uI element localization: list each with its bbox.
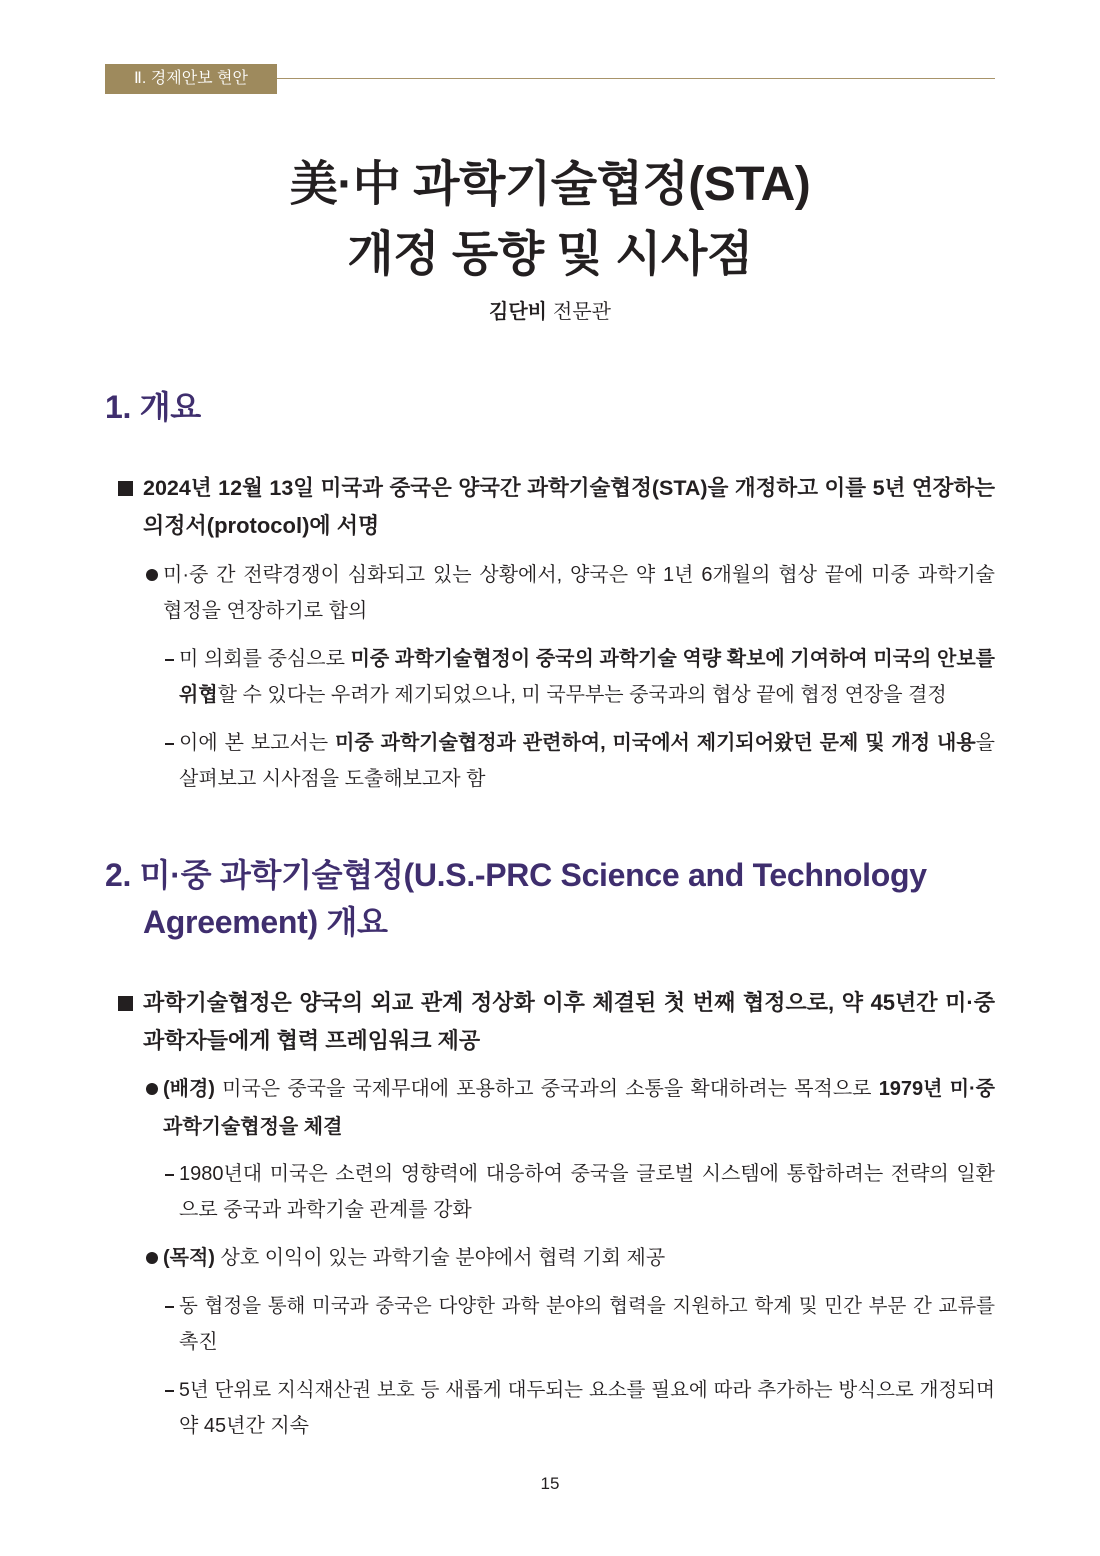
dash-bullet-icon [165, 1306, 174, 1308]
header-rule [277, 78, 995, 79]
section-2-heading-line-2: Agreement) 개요 [143, 904, 388, 940]
detail-text: 이에 본 보고서는 [179, 732, 336, 754]
bullet-text: 미국은 중국을 국제무대에 포용하고 중국과의 소통을 확대하려는 목적으로 [214, 1078, 879, 1100]
dash-bullet-icon [165, 1390, 174, 1392]
section-tag [105, 64, 277, 94]
detail-text: 미 의회를 중심으로 [179, 648, 351, 670]
circle-bullet-icon [146, 569, 158, 581]
emphasis-text: 과학기술협정을 체결 [163, 1116, 343, 1138]
circle-bullet-icon [146, 1252, 158, 1264]
title-line-2: 개정 동향 및 시사점 [347, 228, 753, 281]
title-line-1: 美·中 과학기술협정(STA) [289, 158, 811, 211]
section-2-bullet-1-detail-1-line-2 [179, 1192, 995, 1228]
section-2-point-line-1: 과학기술협정은 양국의 외교 관계 정상화 이후 체결된 첫 번째 협정으로, 약 45년간 미·중 [143, 990, 995, 1015]
section-2-bullet-2-detail-2-line-1 [179, 1372, 995, 1408]
section-2-bullet-2-detail-2-line-2 [179, 1408, 995, 1444]
detail-text: 1980년대 미국은 소련의 영향력에 대응하여 중국을 글로벌 시스템에 통합하려는 전략의 일환 [179, 1163, 995, 1185]
section-1-point-line-1: 2024년 12월 13일 미국과 중국은 양국간 과학기술협정(STA)을 개정하고 이를 5년 연장하는 [143, 476, 995, 500]
detail-text: 5년 단위로 지식재산권 보호 등 새롭게 대두되는 요소를 필요에 따라 추가하는 방식으로 개정되며 [179, 1379, 995, 1401]
detail-text: 을 [975, 732, 995, 754]
author-name: 김단비 [489, 301, 547, 323]
bullet-text: 상호 이익이 있는 과학기술 분야에서 협력 기회 제공 [214, 1247, 666, 1269]
section-1-detail-2-line-2 [179, 761, 995, 797]
author-line [200, 297, 900, 327]
section-2-heading-line-1: 2. 미·중 과학기술협정(U.S.-PRC Science and Technology [105, 857, 927, 893]
section-1-bullet-line-2: 협정을 연장하기로 합의 [163, 600, 368, 622]
detail-text: 약 45년간 지속 [179, 1415, 309, 1437]
author-role: 전문관 [553, 301, 611, 323]
emphasis-text: 1979년 미·중 [878, 1078, 995, 1100]
emphasis-text: (목적) [163, 1247, 215, 1269]
section-2-bullet-1-line-1 [163, 1071, 995, 1107]
dash-bullet-icon [165, 743, 174, 745]
detail-text: 촉진 [179, 1331, 218, 1353]
section-1-detail-2-line-1 [179, 725, 995, 761]
section-2-bullet-1-detail-1-line-1 [179, 1156, 995, 1192]
emphasis-text: 미중 과학기술협정이 중국의 과학기술 역량 확보에 기여하여 미국의 안보를 [350, 648, 995, 670]
detail-text: 살펴보고 시사점을 도출해보고자 함 [179, 768, 486, 790]
detail-text: 동 협정을 통해 미국과 중국은 다양한 과학 분야의 협력을 지원하고 학계 및 민간 부문 간 교류를 [179, 1295, 995, 1317]
circle-bullet-icon [146, 1083, 158, 1095]
section-tag-label: Ⅱ. 경제안보 현안 [134, 70, 248, 87]
section-1-detail-1-line-2 [179, 677, 995, 713]
emphasis-text: 미중 과학기술협정과 관련하여, 미국에서 제기되어왔던 문제 및 개정 내용 [335, 732, 976, 754]
section-1-point-line-2: 의정서(protocol)에 서명 [143, 513, 380, 538]
dash-bullet-icon [165, 659, 174, 661]
page-number: 15 [540, 1474, 560, 1493]
square-bullet-icon [118, 996, 133, 1011]
dash-bullet-icon [165, 1174, 174, 1176]
section-1-detail-1-line-1 [179, 641, 995, 677]
section-2-point-line-2: 과학자들에게 협력 프레임워크 제공 [143, 1028, 481, 1053]
section-2-bullet-2-detail-1-line-2 [179, 1324, 995, 1360]
section-2-bullet-2-detail-1-line-1 [179, 1288, 995, 1324]
detail-text: 으로 중국과 과학기술 관계를 강화 [179, 1199, 472, 1221]
section-1-bullet-line-1: 미·중 간 전략경쟁이 심화되고 있는 상황에서, 양국은 약 1년 6개월의 협상 끝에 미중 과학기술 [163, 564, 995, 586]
square-bullet-icon [118, 481, 133, 496]
emphasis-text: 위협 [179, 684, 218, 706]
detail-text: 할 수 있다는 우려가 제기되었으나, 미 국무부는 중국과의 협상 끝에 협정 연장을 결정 [217, 684, 947, 706]
section-1-heading: 1. 개요 [105, 389, 201, 425]
section-2-bullet-2-line-1 [163, 1240, 995, 1276]
emphasis-text: (배경) [163, 1078, 215, 1100]
section-2-bullet-1-line-2 [163, 1109, 995, 1145]
